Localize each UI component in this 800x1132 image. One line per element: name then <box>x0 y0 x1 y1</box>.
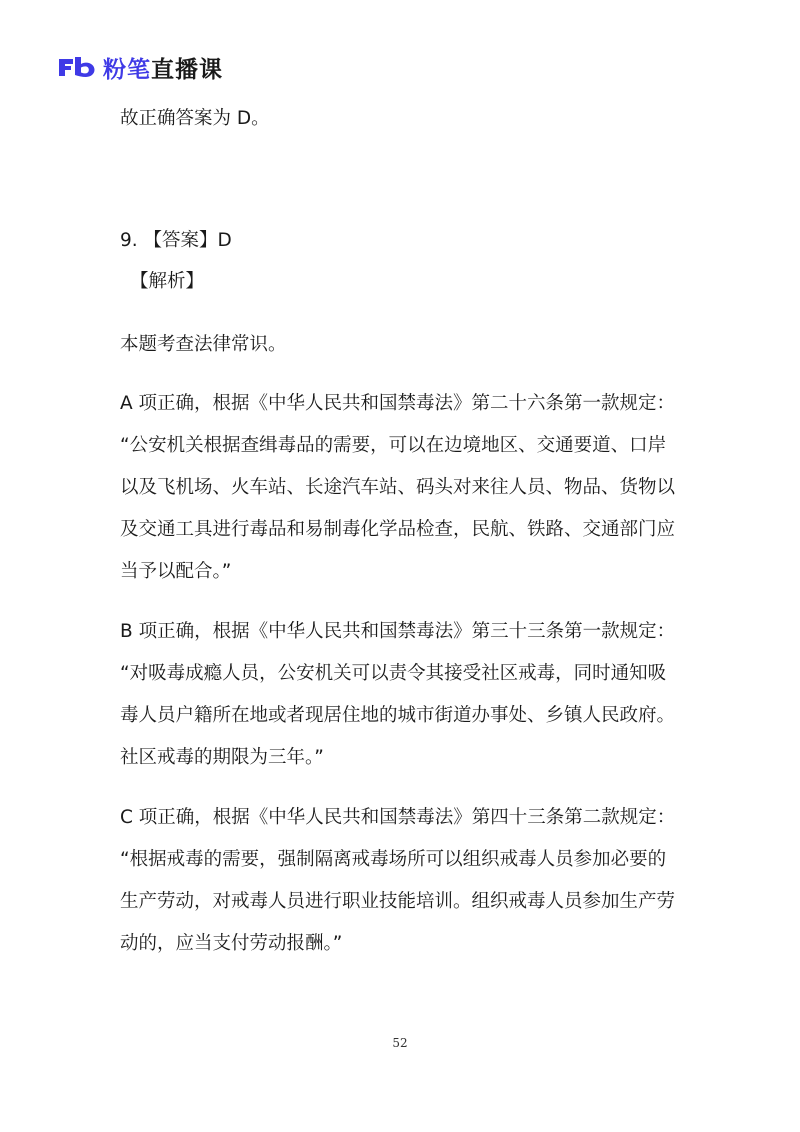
option-b-line-1: B 项正确，根据《中华人民共和国禁毒法》第三十三条第一款规定： <box>120 621 676 642</box>
option-b-line-2: “对吸毒成瘾人员，公安机关可以责令其接受社区戒毒，同时通知吸 <box>120 663 667 684</box>
page-number: 52 <box>392 1036 408 1050</box>
option-c-line-3: 生产劳动，对戒毒人员进行职业技能培训。组织戒毒人员参加生产劳 <box>120 891 676 912</box>
option-b-line-4: 社区戒毒的期限为三年。” <box>120 747 324 768</box>
option-a-line-2: “公安机关根据查缉毒品的需要，可以在边境地区、交通要道、口岸 <box>120 435 667 456</box>
fb-logo-icon <box>57 56 97 78</box>
brand-name-secondary: 直播课 <box>151 56 223 83</box>
option-a-line-1: A 项正确，根据《中华人民共和国禁毒法》第二十六条第一款规定： <box>120 393 676 414</box>
brand-name <box>103 51 223 84</box>
option-c-line-4: 动的，应当支付劳动报酬。” <box>120 933 343 954</box>
option-a-line-4: 及交通工具进行毒品和易制毒化学品检查，民航、铁路、交通部门应 <box>120 519 676 540</box>
question-answer-heading: 9. 【答案】D <box>120 230 232 251</box>
header-logo <box>57 52 223 82</box>
option-c-line-2: “根据戒毒的需要，强制隔离戒毒场所可以组织戒毒人员参加必要的 <box>120 849 667 870</box>
option-a-line-5: 当予以配合。” <box>120 561 232 582</box>
option-c-line-1: C 项正确，根据《中华人民共和国禁毒法》第四十三条第二款规定： <box>120 807 676 828</box>
analysis-label: 【解析】 <box>130 271 205 292</box>
option-a-line-3: 以及飞机场、火车站、长途汽车站、码头对来往人员、物品、货物以 <box>120 477 676 498</box>
option-b-line-3: 毒人员户籍所在地或者现居住地的城市街道办事处、乡镇人民政府。 <box>120 705 676 726</box>
conclusion-line: 故正确答案为 D。 <box>120 108 270 129</box>
topic-line: 本题考查法律常识。 <box>120 334 287 355</box>
brand-name-primary: 粉笔 <box>103 56 151 83</box>
